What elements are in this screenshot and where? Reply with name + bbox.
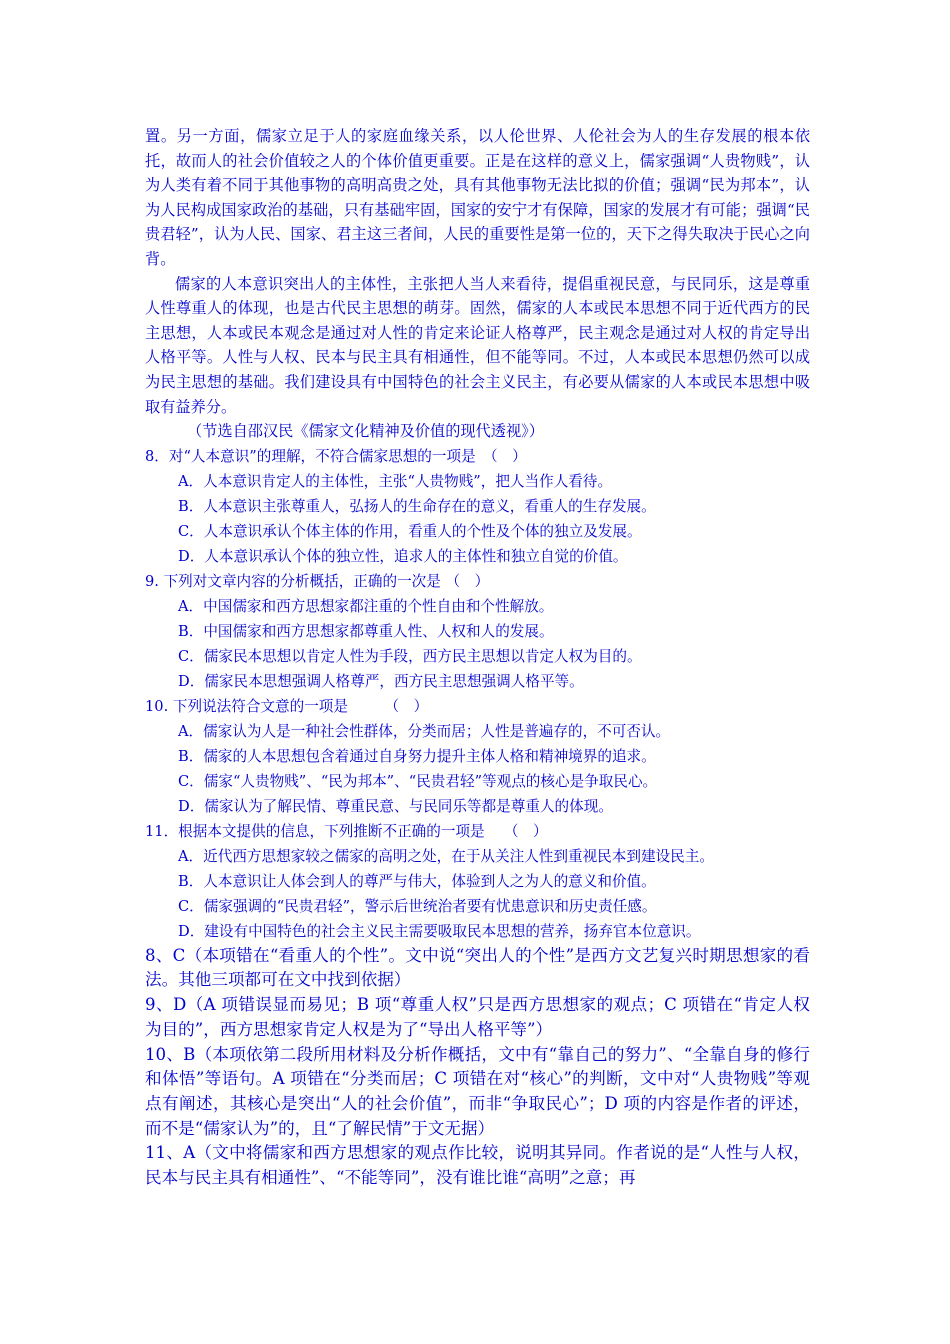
question-option: C．儒家强调的“民贵君轻”，警示后世统治者要有忧患意识和历史责任感。 xyxy=(178,897,657,915)
question-option: C．儒家“人贵物贱”、“民为邦本”、“民贵君轻”等观点的核心是争取民心。 xyxy=(178,772,658,790)
answer-11: 11、A（文中将儒家和西方思想家的观点作比较，说明其异同。作者说的是“人性与人权，民本与民主具有相通性”、“不能等同”，没有谁比谁“高明”之意；再 xyxy=(145,1143,810,1188)
question-option: B．中国儒家和西方思想家都尊重人性、人权和人的发展。 xyxy=(178,622,554,640)
question-10 xyxy=(145,694,810,819)
question-11 xyxy=(145,819,810,944)
answer-key xyxy=(145,944,810,1191)
question-option: C．人本意识承认个体主体的作用，看重人的个性及个体的独立及发展。 xyxy=(178,522,642,540)
question-option: A．中国儒家和西方思想家都注重的个性自由和个性解放。 xyxy=(178,597,554,615)
question-option: D．人本意识承认个体的独立性，追求人的主体性和独立自觉的价值。 xyxy=(178,547,628,565)
answer-8: 8、C（本项错在“看重人的个性”。文中说“突出人的个性”是西方文艺复兴时期思想家的看法。其他三项都可在文中找到依据） xyxy=(145,945,810,990)
question-stem: 11．根据本文提供的信息，下列推断不正确的一项是 （ ） xyxy=(145,822,548,840)
document-page xyxy=(145,124,810,1191)
answer-10: 10、B（本项依第二段所用材料及分析作概括，文中有“靠自己的努力”、“全靠自身的修行和体悟”等语句。A 项错在“分类而居；C 项错在对“核心”的判断，文中对“人贵物贱”等观点有阐述，其核心是突出“人的社会价值”，而非“争取民心”；D 项的内容是作者的评述，而不是“儒家认为”的，且“了解民情”于文无据） xyxy=(145,1044,810,1138)
question-option: C．儒家民本思想以肯定人性为手段，西方民主思想以肯定人权为目的。 xyxy=(178,647,642,665)
question-stem: 9. 下列对文章内容的分析概括，正确的一次是 （ ） xyxy=(145,572,490,590)
question-option: A．儒家认为人是一种社会性群体，分类而居；人性是普遍存的，不可否认。 xyxy=(178,722,671,740)
question-option: D．儒家民本思想强调人格尊严，西方民主思想强调人格平等。 xyxy=(178,672,584,690)
question-stem: 8．对“人本意识”的理解，不符合儒家思想的一项是 （ ） xyxy=(145,447,527,465)
answer-9: 9、D（A 项错误显而易见；B 项“尊重人权”只是西方思想家的观点；C 项错在“肯定人权为目的”，西方思想家肯定人权是为了“导出人格平等”） xyxy=(145,995,810,1039)
question-stem: 10. 下列说法符合文意的一项是 （ ） xyxy=(145,697,429,715)
question-option: A．近代西方思想家较之儒家的高明之处，在于从关注人性到重视民本到建设民主。 xyxy=(178,847,714,865)
question-option: B．儒家的人本思想包含着通过自身努力提升主体人格和精神境界的追求。 xyxy=(178,747,656,765)
question-option: B．人本意识主张尊重人，弘扬人的生命存在的意义，看重人的生存发展。 xyxy=(178,497,656,515)
passage-paragraph-1: 置。另一方面，儒家立足于人的家庭血缘关系，以人伦世界、人伦社会为人的生存发展的根本依托，故而人的社会价值较之人的个体价值更重要。正是在这样的意义上，儒家强调“人贵物贱”，认为人类有着不同于其他事物的高明高贵之处，具有其他事物无法比拟的价值；强调“民为邦本”，认为人民构成国家政治的基础，只有基础牢固，国家的安宁才有保障，国家的发展才有可能；强调“民贵君轻”，认为人民、国家、君主这三者间，人民的重要性是第一位的，天下之得失取决于民心之向背。 xyxy=(145,127,810,268)
question-9 xyxy=(145,569,810,694)
question-option: B．人本意识让人体会到人的尊严与伟大，体验到人之为人的意义和价值。 xyxy=(178,872,656,890)
question-option: D．儒家认为了解民情、尊重民意、与民同乐等都是尊重人的体现。 xyxy=(178,797,613,815)
passage-source: （节选自邵汉民《儒家文化精神及价值的现代透视》） xyxy=(187,422,544,441)
question-option: D．建设有中国特色的社会主义民主需要吸取民本思想的营养，扬弃官本位意识。 xyxy=(178,922,701,940)
question-8 xyxy=(145,444,810,569)
passage-paragraph-2: 儒家的人本意识突出人的主体性，主张把人当人来看待，提倡重视民意，与民同乐，这是尊重人性尊重人的体现，也是古代民主思想的萌芽。固然，儒家的人本或民本思想不同于近代西方的民主思想，人本或民本观念是通过对人性的肯定来论证人格尊严，民主观念是通过对人权的肯定导出人格平等。人性与人权、民本与民主具有相通性，但不能等同。不过，人本或民本思想仍然可以成为民主思想的基础。我们建设具有中国特色的社会主义民主，有必要从儒家的人本或民本思想中吸取有益养分。 xyxy=(145,274,810,416)
question-option: A．人本意识肯定人的主体性，主张“人贵物贱”，把人当作人看待。 xyxy=(178,472,613,490)
